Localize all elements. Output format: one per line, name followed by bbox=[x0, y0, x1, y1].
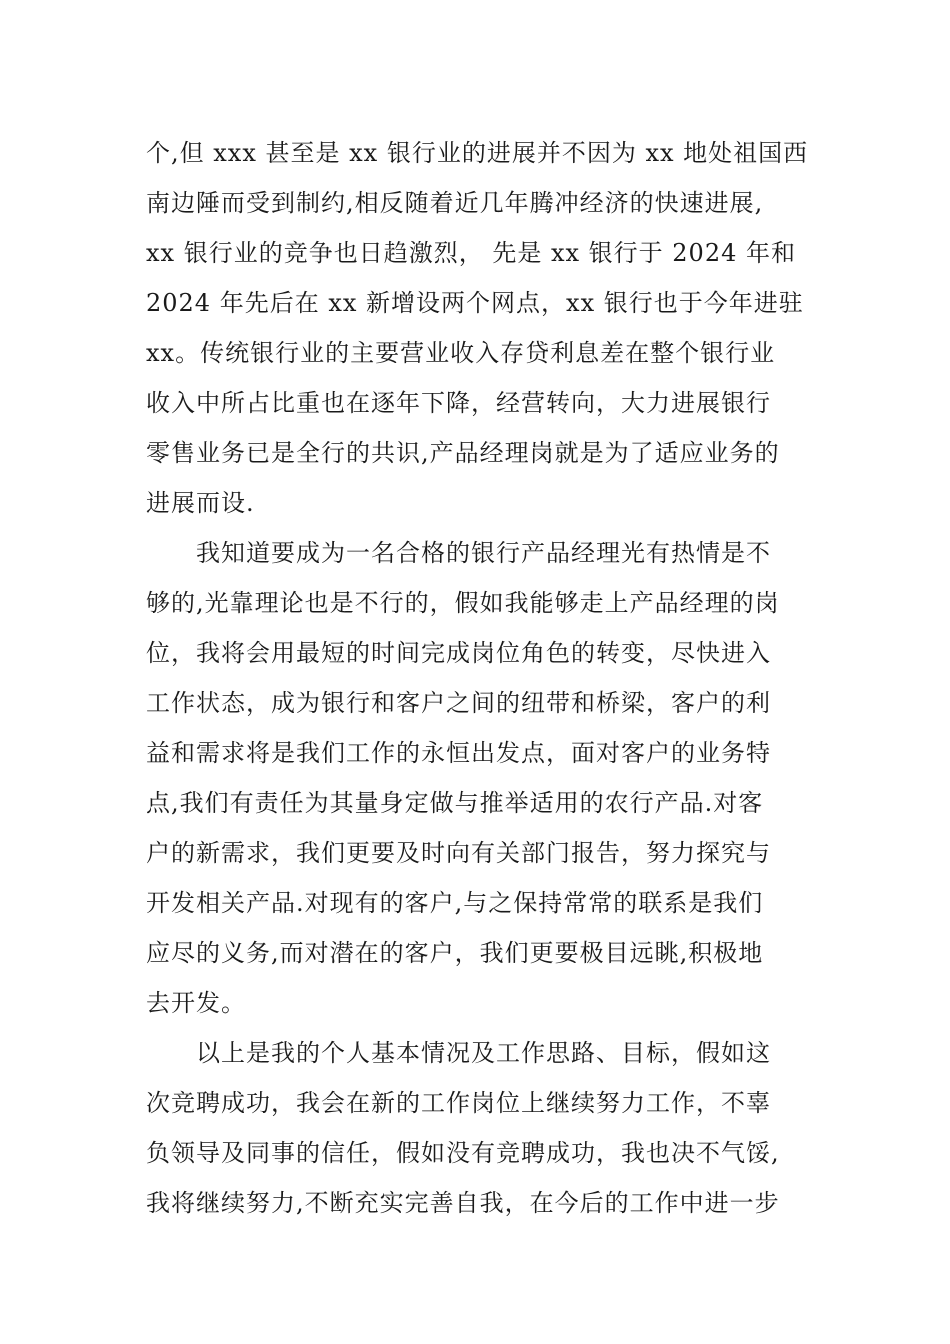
text-line: 我将继续努力,不断充实完善自我，在今后的工作中进一步 bbox=[146, 1189, 780, 1217]
text-line: 我知道要成为一名合格的银行产品经理光有热情是不 bbox=[196, 539, 771, 567]
text-line: 次竞聘成功，我会在新的工作岗位上继续努力工作，不辜 bbox=[146, 1089, 771, 1117]
document-body bbox=[146, 128, 809, 1228]
text-line: 以上是我的个人基本情况及工作思路、目标，假如这 bbox=[196, 1039, 771, 1067]
text-line: 应尽的义务,而对潜在的客户，我们更要极目远眺,积极地 bbox=[146, 939, 764, 967]
paragraph-1 bbox=[146, 128, 809, 528]
text-line: 开发相关产品.对现有的客户,与之保持常常的联系是我们 bbox=[146, 889, 764, 917]
text-line: 零售业务已是全行的共识,产品经理岗就是为了适应业务的 bbox=[146, 439, 780, 467]
text-line: 去开发。 bbox=[146, 989, 246, 1017]
text-line: 2024 年先后在 xx 新增设两个网点，xx 银行也于今年进驻 bbox=[146, 289, 804, 317]
text-line: 南边陲而受到制约,相反随着近几年腾冲经济的快速进展, bbox=[146, 189, 764, 217]
text-line: 个,但 xxx 甚至是 xx 银行业的进展并不因为 xx 地处祖国西 bbox=[146, 139, 809, 167]
paragraph-3 bbox=[146, 1028, 798, 1228]
text-line: xx。传统银行业的主要营业收入存贷利息差在整个银行业 bbox=[146, 339, 776, 367]
paragraph-2 bbox=[146, 528, 798, 1028]
text-line: 负领导及同事的信任，假如没有竞聘成功，我也决不气馁, bbox=[146, 1139, 780, 1167]
text-line: xx 银行业的竞争也日趋激烈， 先是 xx 银行于 2024 年和 bbox=[146, 239, 796, 267]
text-line: 户的新需求，我们更要及时向有关部门报告，努力探究与 bbox=[146, 839, 771, 867]
text-line: 工作状态，成为银行和客户之间的纽带和桥梁，客户的利 bbox=[146, 689, 771, 717]
text-line: 够的,光靠理论也是不行的，假如我能够走上产品经理的岗 bbox=[146, 589, 780, 617]
text-line: 进展而设. bbox=[146, 489, 255, 517]
text-line: 位，我将会用最短的时间完成岗位角色的转变，尽快进入 bbox=[146, 639, 771, 667]
text-line: 收入中所占比重也在逐年下降，经营转向，大力进展银行 bbox=[146, 389, 771, 417]
text-line: 益和需求将是我们工作的永恒出发点，面对客户的业务特 bbox=[146, 739, 771, 767]
text-line: 点,我们有责任为其量身定做与推举适用的农行产品.对客 bbox=[146, 789, 764, 817]
